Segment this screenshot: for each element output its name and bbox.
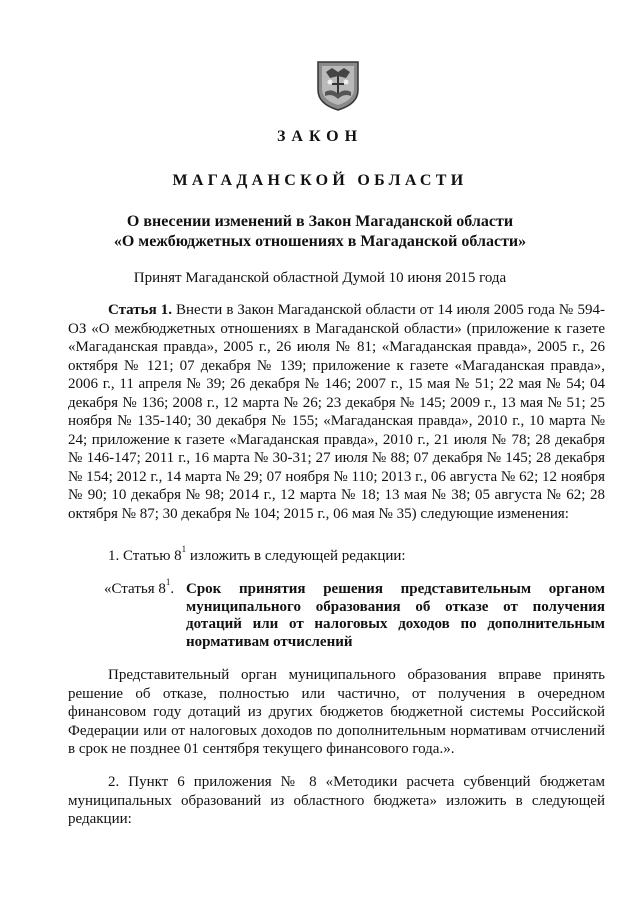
subject-line-2: «О межбюджетных отношениях в Магаданской области» bbox=[113, 233, 527, 250]
subject-line-1: О внесении изменений в Закон Магаданской области bbox=[126, 213, 514, 230]
region-heading: МАГАДАНСКОЙ ОБЛАСТИ bbox=[172, 172, 468, 189]
article-8-1-body: Представительный орган муниципального образования вправе принять решение об отказе, полностью или частично, от получения в очередном финансовом году дотаций из других бюджетов бюджетной системы Российской Федерации или от налоговых доходов по дополнительным нормативам отчислений в срок не позднее 01 сентября текущего финансового года.». bbox=[68, 667, 605, 757]
article-1-paragraph bbox=[68, 301, 605, 523]
law-heading: ЗАКОН bbox=[276, 128, 364, 145]
article-8-1-label-suffix: . bbox=[170, 581, 175, 597]
article-1-label: Статья 1. bbox=[108, 302, 172, 318]
article-1-text: Внести в Закон Магаданской области от 14 июля 2005 года № 594-ОЗ «О межбюджетных отношениях в Магаданской области» (приложение к газете «Магаданская правда», 2005 г., 26 июля № 81; «Магаданская правда», 2005 г., 26 октября № 121; 07 декабря № 139; приложение к газете «Магаданская правда», 2006 г., 11 апреля № 39; 26 декабря № 146; 2007 г., 15 мая № 51; 22 мая № 54; 04 декабря № 136; 2008 г., 12 марта № 26; 23 декабря № 145; 2009 г., 13 мая № 51; 25 ноября № 135-140; 30 декабря № 155; «Магаданская правда», 2010 г., 10 марта № 24; приложение к газете «Магаданская правда», 2010 г., 21 июля № 78; 28 декабря № 146-147; 2011 г., 16 марта № 30-31; 27 июля № 88; 07 декабря № 145; 28 декабря № 154; 2012 г., 14 марта № 29; 07 ноября № 110; 2013 г., 06 августа № 62; 12 ноября № 90; 10 декабря № 98; 2014 г., 12 марта № 18; 13 мая № 38; 05 августа № 62; 28 октября № 87; 30 декабря № 104; 2015 г., 06 мая № 35) следующие изменения: bbox=[68, 302, 606, 522]
item-1 bbox=[108, 544, 406, 565]
article-8-1-label bbox=[104, 577, 175, 599]
item-1-prefix: 1. Статью 8 bbox=[108, 548, 182, 564]
article-8-1-label-prefix: «Статья 8 bbox=[104, 581, 166, 597]
item-2: 2. Пункт 6 приложения № 8 «Методики расчета субвенций бюджетам муниципальных образований из областного бюджета» изложить в следующей редакции: bbox=[68, 774, 605, 827]
article-8-1-title: Срок принятия решения представительным органом муниципального образования об отказе от получения дотаций или от налоговых доходов по дополнительным нормативам отчислений bbox=[186, 581, 605, 650]
item-1-sup: 1 bbox=[181, 544, 187, 554]
article-8-1-label-sup: 1 bbox=[165, 577, 171, 587]
item-1-suffix: изложить в следующей редакции: bbox=[186, 548, 406, 564]
law-subject bbox=[40, 212, 600, 252]
coat-of-arms-icon bbox=[316, 60, 360, 112]
adoption-date: Принят Магаданской областной Думой 10 июня 2015 года bbox=[133, 270, 507, 286]
